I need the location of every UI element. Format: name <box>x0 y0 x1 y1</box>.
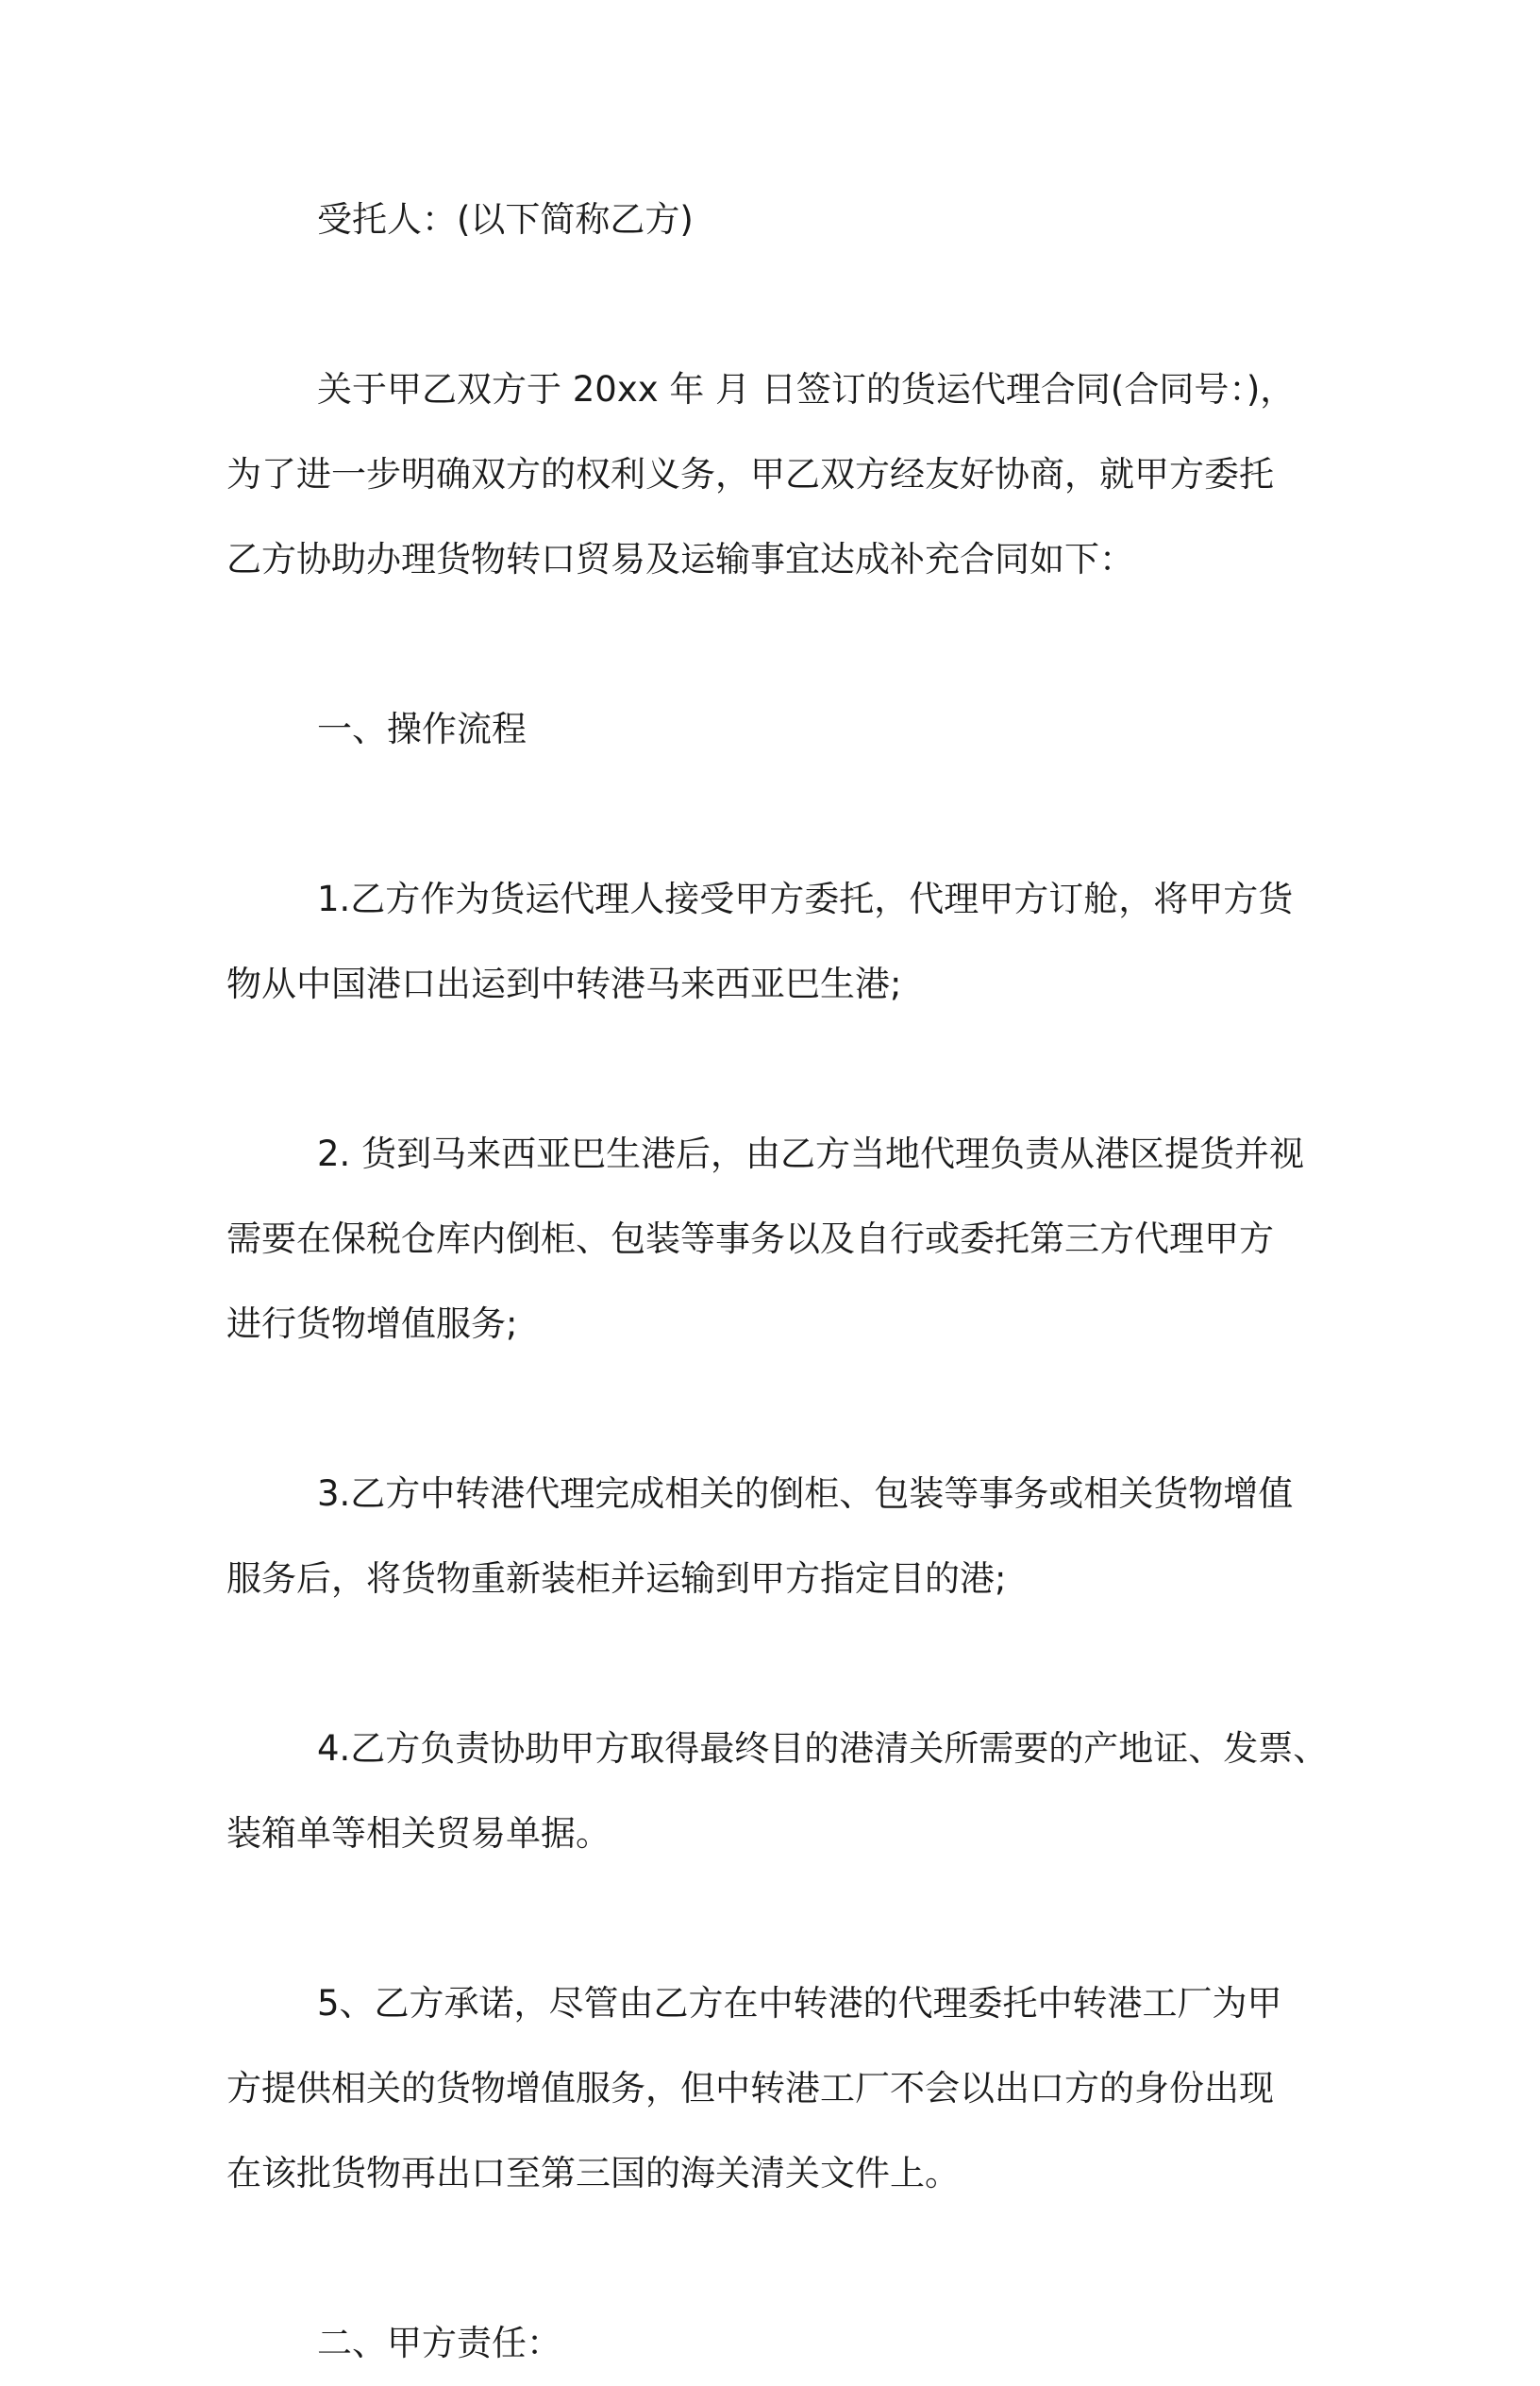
text-line: 方提供相关的货物增值服务，但中转港工厂不会以出口方的身份出现 <box>226 2068 1274 2109</box>
list-item-5 <box>226 1961 1340 2216</box>
list-item-2 <box>226 1112 1340 1367</box>
text-line: 一、操作流程 <box>317 709 527 749</box>
text-line: 物从中国港口出运到中转港马来西亚巴生港; <box>226 964 902 1004</box>
list-item-4 <box>226 1706 1340 1876</box>
text-line: 在该批货物再出口至第三国的海关清关文件上。 <box>226 2153 960 2193</box>
section-heading-party-a-responsibility <box>226 2301 1340 2386</box>
text-line: 需要在保税仓库内倒柜、包装等事务以及自行或委托第三方代理甲方 <box>226 1218 1274 1259</box>
text-line: 3.乙方中转港代理完成相关的倒柜、包装等事务或相关货物增值 <box>317 1473 1294 1514</box>
document-page <box>226 177 1340 2386</box>
list-item-1 <box>226 857 1340 1027</box>
text-line: 关于甲乙双方于 20xx 年 月 日签订的货运代理合同(合同号：)， <box>317 369 1296 410</box>
text-line: 为了进一步明确双方的权利义务，甲乙双方经友好协商，就甲方委托 <box>226 454 1274 495</box>
text-line: 二、甲方责任： <box>317 2323 561 2363</box>
text-line: 受托人：(以下简称乙方) <box>317 199 694 240</box>
text-line: 装箱单等相关贸易单据。 <box>226 1813 611 1854</box>
paragraph-trustee <box>226 177 1340 262</box>
text-line: 5、乙方承诺，尽管由乙方在中转港的代理委托中转港工厂为甲 <box>317 1983 1282 2024</box>
text-line: 4.乙方负责协助甲方取得最终目的港清关所需要的产地证、发票、 <box>317 1728 1329 1769</box>
list-item-3 <box>226 1452 1340 1621</box>
text-line: 进行货物增值服务; <box>226 1303 518 1344</box>
paragraph-intro <box>226 347 1340 602</box>
text-line: 1.乙方作为货运代理人接受甲方委托，代理甲方订舱，将甲方货 <box>317 879 1294 919</box>
text-line: 2. 货到马来西亚巴生港后，由乙方当地代理负责从港区提货并视 <box>317 1134 1305 1174</box>
text-line: 乙方协助办理货物转口贸易及运输事宜达成补充合同如下： <box>226 539 1134 580</box>
section-heading-operation-process <box>226 687 1340 772</box>
text-line: 服务后，将货物重新装柜并运输到甲方指定目的港; <box>226 1558 1007 1599</box>
